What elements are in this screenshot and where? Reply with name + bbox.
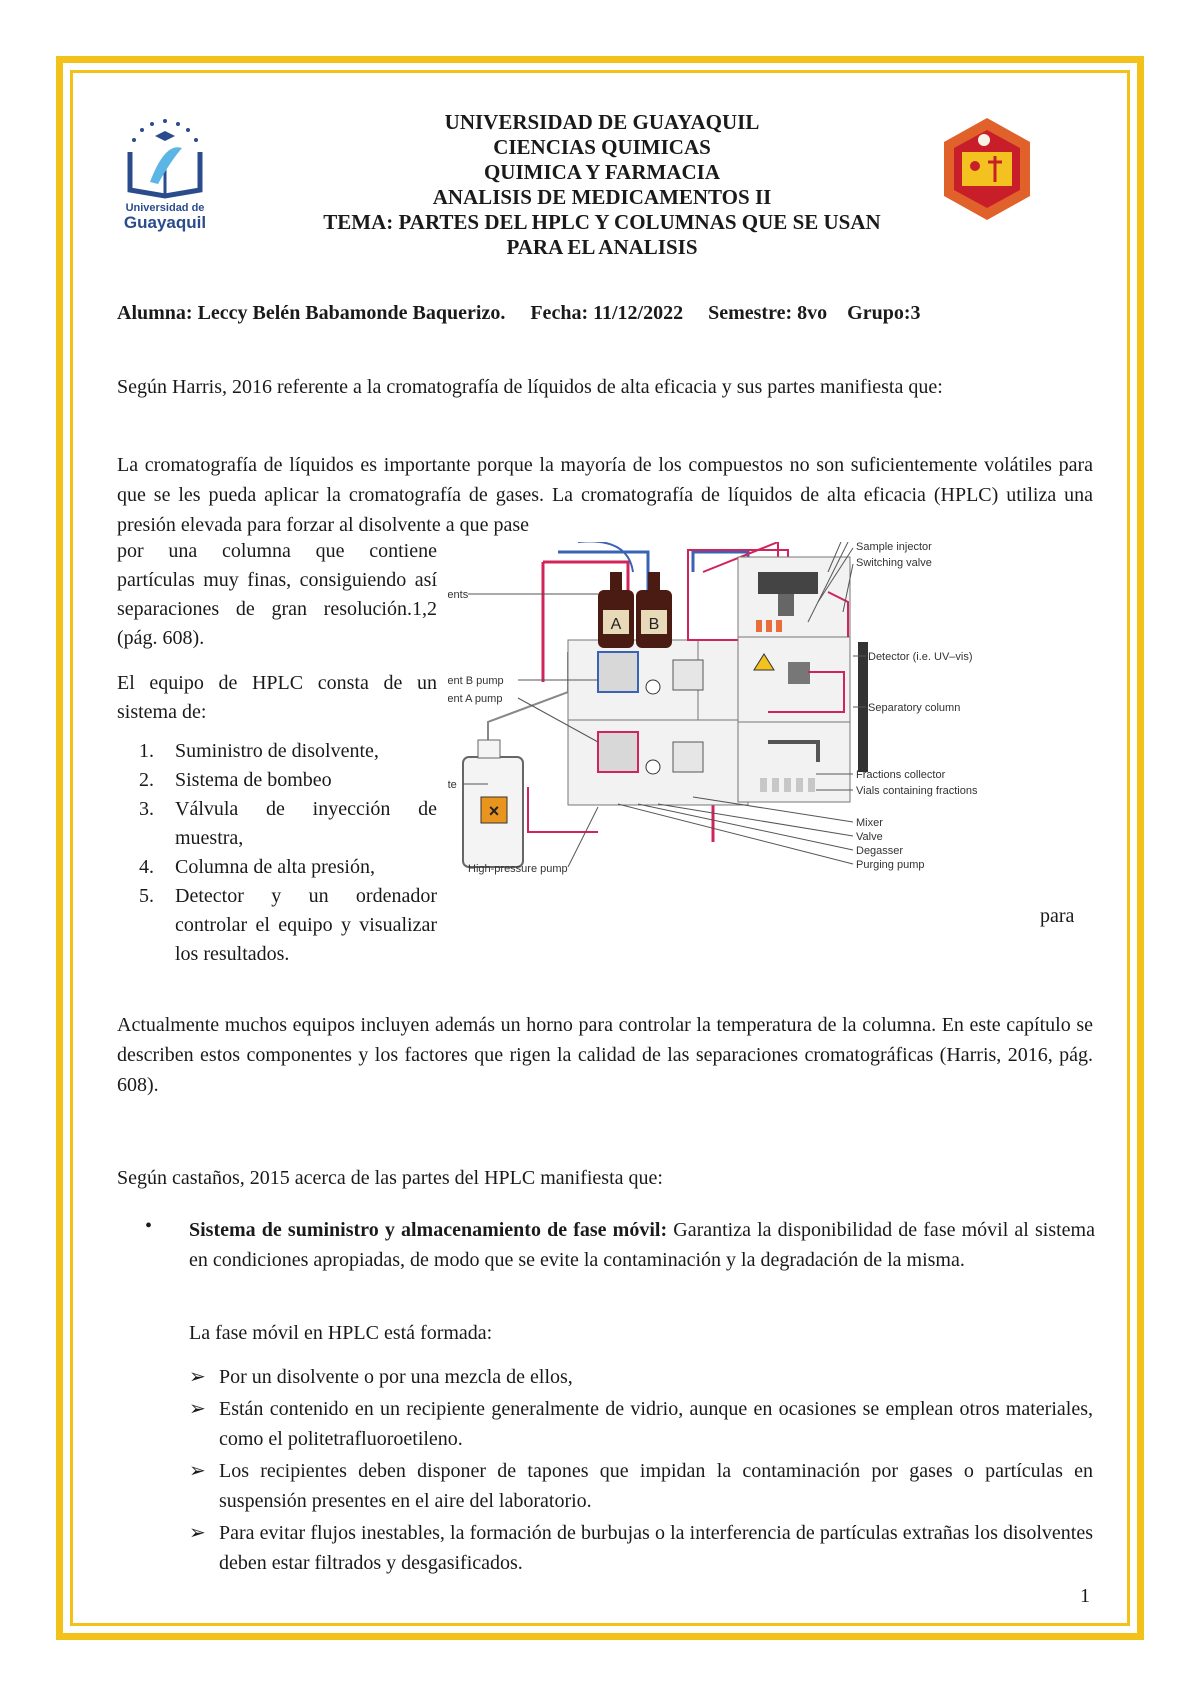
label-solvent-a-pump: ent A pump (448, 693, 503, 705)
meta-group: Grupo:3 (847, 302, 921, 324)
list-item: 3. Válvula de inyección de muestra, (139, 798, 437, 849)
orphan-word-para: para (1040, 905, 1075, 927)
logo-text-line1: Universidad de (125, 202, 205, 214)
list-item: 1. Suministro de disolvente, (139, 740, 379, 762)
left-column (117, 537, 437, 969)
bottle-b-label: B (648, 616, 660, 633)
bullet-dot-icon: • (145, 1215, 153, 1237)
bullet-text: Garantiza la disponibilidad de fase móvil al sistema en condiciones apropiadas, de modo que se evite la contaminación y la degradación de la misma. (189, 1219, 1095, 1271)
list-item: 5. Detector y un ordenador controlar el equipo y visualizar los resultados. (139, 885, 437, 965)
bullet-title: Sistema de suministro y almacenamiento de fase móvil: (189, 1219, 668, 1241)
label-solvent-b-pump: ent B pump (448, 675, 504, 687)
hplc-diagram (448, 542, 1088, 962)
label-degasser: Degasser (856, 845, 904, 857)
list-item: ➢ Los recipientes deben disponer de tapones que impidan la contaminación por gases o partículas en suspensión presentes en el aire del laboratorio. (189, 1456, 1093, 1516)
document-header (114, 110, 1090, 260)
bullet-mobile-phase (145, 1215, 1095, 1275)
list-item: ➢ Para evitar flujos inestables, la formación de burbujas o la interferencia de partículas extrañas los disolventes deben estar filtrados y desgasificados. (189, 1518, 1093, 1578)
paragraph-harris-intro: Según Harris, 2016 referente a la cromatografía de líquidos de alta eficacia y sus partes manifiesta que: (117, 376, 943, 398)
label-purging-pump: Purging pump (856, 859, 925, 871)
label-solvents: ents (448, 589, 469, 601)
label-separatory-column: Separatory column (868, 702, 961, 714)
arrow-bullet-icon: ➢ (189, 1366, 206, 1388)
paragraph-equipment: El equipo de HPLC consta de un sistema de: (117, 672, 437, 723)
paragraph-hplc-definition: La cromatografía de líquidos es importante porque la mayoría de los compuestos no son suficientemente volátiles para que se les pueda aplicar la cromatografía de gases. La cromatografía de líquidos de alta eficacia (HPLC) utiliza una presión elevada para forzar al disolvente a que pase (117, 454, 1093, 536)
arrow-bullet-icon: ➢ (189, 1398, 206, 1420)
header-faculty: CIENCIAS QUIMICAS (493, 135, 711, 159)
label-high-pressure-pump: High-pressure pump (468, 863, 568, 875)
page-number: 1 (1080, 1585, 1090, 1607)
list-item: 2. Sistema de bombeo (139, 769, 332, 791)
label-mixer: Mixer (856, 817, 883, 829)
list-item: ➢ Están contenido en un recipiente generalmente de vidrio, aunque en ocasiones se emplean otros materiales, como el politetrafluoroetileno. (189, 1394, 1093, 1454)
meta-semester: Semestre: 8vo (708, 302, 828, 324)
header-topic-cont: PARA EL ANALISIS (506, 235, 698, 259)
header-career: QUIMICA Y FARMACIA (483, 160, 721, 184)
label-detector: Detector (i.e. UV–vis) (868, 651, 973, 663)
meta-student: Alumna: Leccy Belén Babamonde Baquerizo. (117, 302, 506, 324)
label-vials: Vials containing fractions (856, 785, 978, 797)
paragraph-mobile-phase: La fase móvil en HPLC está formada: (189, 1322, 493, 1344)
mobile-phase-list (189, 1362, 1093, 1580)
bottle-a-label: A (610, 616, 622, 633)
label-sample-injector: Sample injector (856, 542, 932, 553)
label-fractions-collector: Fractions collector (856, 769, 946, 781)
student-meta (117, 302, 1093, 325)
label-valve: Valve (856, 831, 883, 843)
svg-text:×: × (488, 801, 500, 821)
arrow-bullet-icon: ➢ (189, 1460, 206, 1482)
list-item: 4. Columna de alta presión, (139, 856, 375, 878)
components-list (117, 737, 437, 969)
label-waste: te (448, 779, 457, 791)
label-switching-valve: Switching valve (856, 557, 932, 569)
paragraph-castanos: Según castaños, 2015 acerca de las partes del HPLC manifiesta que: (117, 1167, 663, 1189)
logo-text-line2: Guayaquil (123, 213, 207, 232)
arrow-bullet-icon: ➢ (189, 1522, 206, 1544)
meta-date: Fecha: 11/12/2022 (530, 302, 684, 324)
paragraph-oven: Actualmente muchos equipos incluyen además un horno para controlar la temperatura de la columna. En este capítulo se describen estos componentes y los factores que rigen la calidad de las separaciones cromatográficas (Harris, 2016, pág. 608). (117, 1014, 1093, 1096)
header-university: UNIVERSIDAD DE GUAYAQUIL (444, 110, 760, 134)
paragraph-column-particles: por una columna que contiene partículas muy finas, consiguiendo así separaciones de gran resolución.1,2 (pág. 608). (117, 540, 437, 649)
header-topic: TEMA: PARTES DEL HPLC Y COLUMNAS QUE SE USAN (323, 210, 881, 234)
header-course: ANALISIS DE MEDICAMENTOS II (432, 185, 772, 209)
list-item: ➢ Por un disolvente o por una mezcla de ellos, (189, 1362, 1093, 1392)
